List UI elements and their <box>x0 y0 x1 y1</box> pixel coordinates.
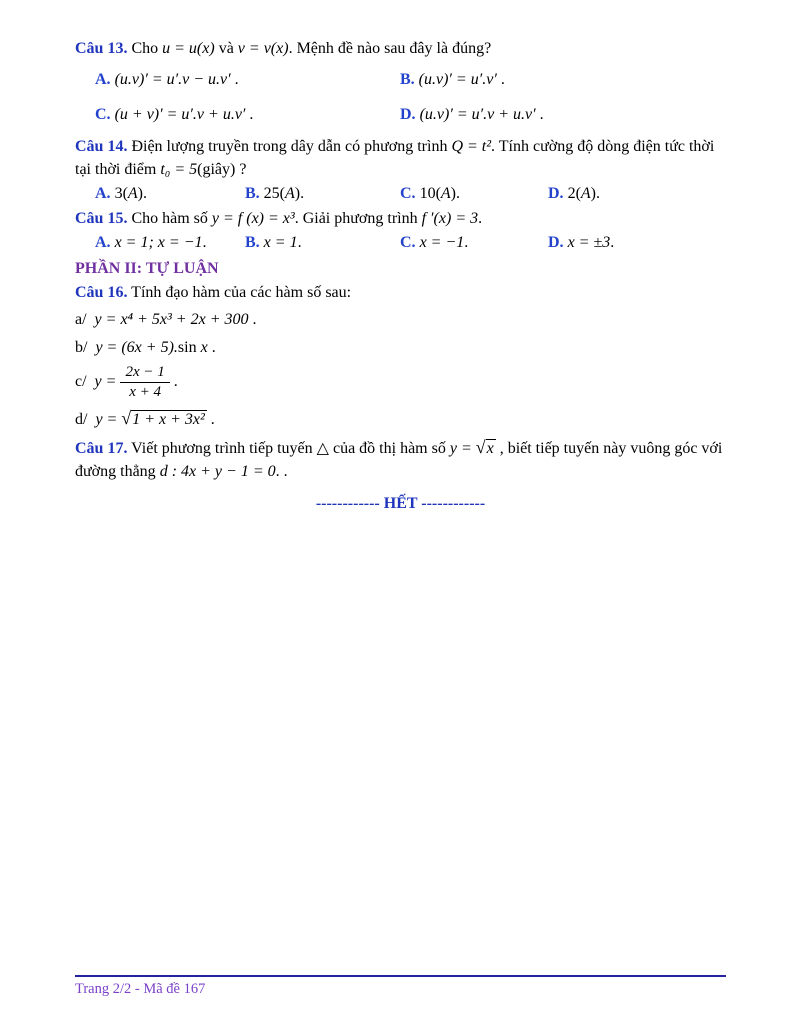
option-15-d-text: x = ±3. <box>567 234 615 251</box>
question-13-label: Câu 13. <box>75 40 128 57</box>
part-c-tag: c/ <box>75 373 87 391</box>
option-15-b-text: x = 1. <box>263 234 302 251</box>
question-16-stem-text: Tính đạo hàm của các hàm số sau: <box>131 284 352 301</box>
option-13-d <box>400 102 726 128</box>
part-a-tag: a/ <box>75 311 87 328</box>
question-16-part-c <box>75 364 726 402</box>
option-15-d-letter: D. <box>548 234 564 251</box>
option-14-b-letter: B. <box>245 185 260 202</box>
question-15-stem <box>75 207 726 230</box>
part-d-tag: d/ <box>75 410 88 428</box>
option-14-d-text: 2(A). <box>567 185 600 202</box>
option-14-c-letter: C. <box>400 185 416 202</box>
question-16-part-d <box>75 406 726 432</box>
question-16-label: Câu 16. <box>75 284 128 301</box>
option-14-d <box>548 183 726 205</box>
question-16-stem <box>75 281 726 304</box>
question-15 <box>75 207 726 254</box>
option-13-a-text: (u.v)′ = u′.v − u.v′ . <box>114 71 239 88</box>
end-marker: ------------ HẾT ------------ <box>315 494 486 512</box>
question-13-options <box>95 67 726 128</box>
option-13-b-letter: B. <box>400 71 415 88</box>
question-14-label: Câu 14. <box>75 138 128 155</box>
question-16 <box>75 281 726 432</box>
question-15-stem-text: Cho hàm số y = f (x) = x³. Giải phương trình f ′(x) = 3. <box>131 210 483 227</box>
page-content <box>75 37 726 515</box>
option-14-a-text: 3(A). <box>114 185 147 202</box>
option-15-c-text: x = −1. <box>419 234 469 251</box>
option-15-d <box>548 232 726 254</box>
option-14-a-letter: A. <box>95 185 111 202</box>
question-15-options <box>95 232 726 254</box>
part-c-formula: y = $\frac{2x - 1}{x + 4}$ . <box>94 364 178 401</box>
option-14-c-text: 10(A). <box>419 185 460 202</box>
footer-text: Trang 2/2 - Mã đề 167 <box>75 981 206 997</box>
option-13-d-letter: D. <box>400 106 416 123</box>
question-17-stem <box>75 436 726 483</box>
question-14-stem-text: Điện lượng truyền trong dây dẫn có phương trình Q = t². Tính cường độ dòng điện tức thời tại thời điểm t₀ = 5(giây) ? <box>75 138 715 178</box>
option-15-c <box>400 232 548 254</box>
option-15-c-letter: C. <box>400 234 416 251</box>
option-15-a-text: x = 1; x = −1. <box>114 234 207 251</box>
question-14-options <box>95 183 726 205</box>
option-14-c <box>400 183 548 205</box>
question-13 <box>75 37 726 128</box>
option-13-b <box>400 67 726 93</box>
question-16-part-a <box>75 308 726 332</box>
question-14 <box>75 135 726 205</box>
part-b-formula: y = (6x + 5).sin x . <box>95 339 216 356</box>
option-13-c-text: (u + v)′ = u′.v + u.v′ . <box>114 106 254 123</box>
question-15-label: Câu 15. <box>75 210 128 227</box>
question-17 <box>75 436 726 483</box>
question-13-stem <box>75 37 726 60</box>
option-15-a <box>95 232 245 254</box>
option-13-c-letter: C. <box>95 106 111 123</box>
option-15-a-letter: A. <box>95 234 111 251</box>
option-15-b-letter: B. <box>245 234 260 251</box>
page-footer <box>75 975 726 998</box>
question-16-part-b <box>75 336 726 360</box>
option-13-b-text: (u.v)′ = u′.v′ . <box>418 71 505 88</box>
option-13-c <box>95 102 400 128</box>
option-14-a <box>95 183 245 205</box>
part-d-formula: y = √1 + x + 3x² . <box>95 407 215 428</box>
option-14-b-text: 25(A). <box>263 185 305 202</box>
option-13-a <box>95 67 400 93</box>
part-b-tag: b/ <box>75 339 88 356</box>
question-17-label: Câu 17. <box>75 439 128 457</box>
question-17-stem-text: Viết phương trình tiếp tuyến △ của đồ thị hàm số y = √x , biết tiếp tuyến này vuông góc với đường thẳng d : 4x + y − 1 = 0. . <box>75 436 723 480</box>
question-13-stem-text: Cho u = u(x) và v = v(x). Mệnh đề nào sau đây là đúng? <box>131 40 492 57</box>
part-a-formula: y = x⁴ + 5x³ + 2x + 300 . <box>94 311 257 328</box>
option-14-d-letter: D. <box>548 185 564 202</box>
option-13-d-text: (u.v)′ = u′.v + u.v′ . <box>419 106 544 123</box>
option-13-a-letter: A. <box>95 71 111 88</box>
option-15-b <box>245 232 400 254</box>
section-header: PHẦN II: TỰ LUẬN <box>75 260 219 277</box>
option-14-b <box>245 183 400 205</box>
question-14-stem <box>75 135 726 181</box>
